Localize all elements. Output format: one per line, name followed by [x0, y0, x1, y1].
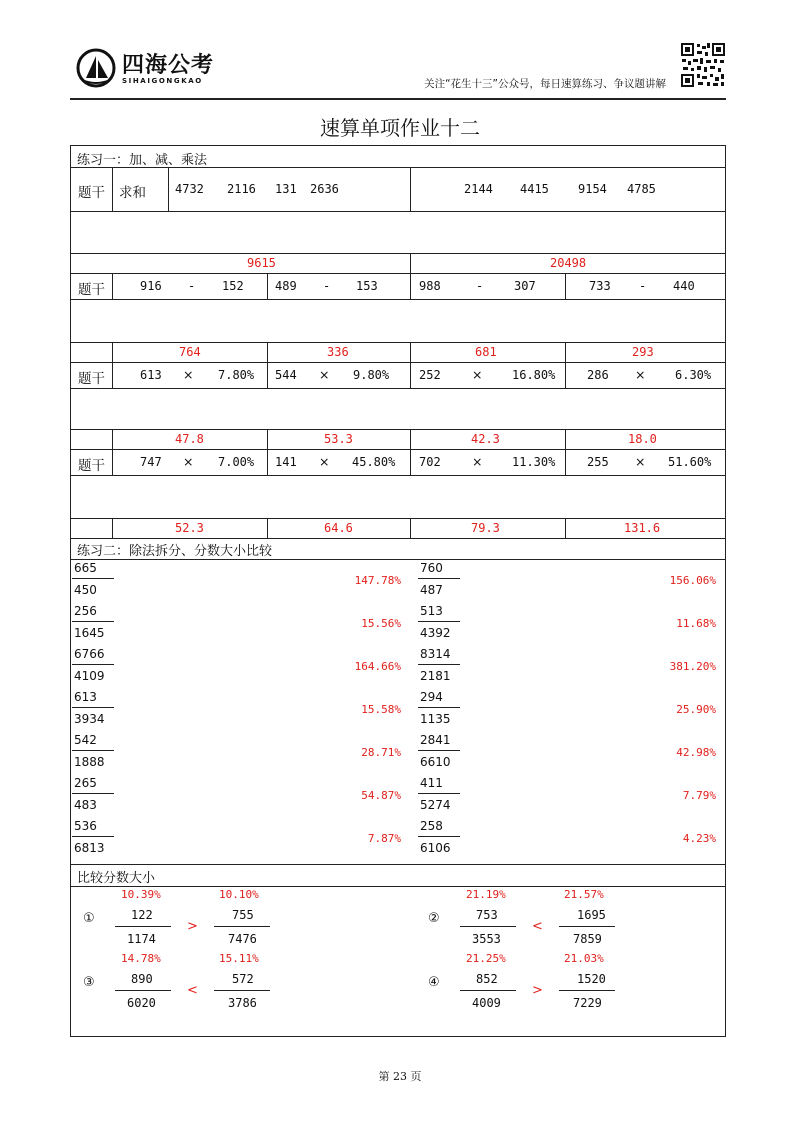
fraction-bar	[115, 990, 171, 991]
denominator: 487	[420, 583, 443, 597]
operand-b: 7.00%	[218, 455, 255, 469]
operand-a: 916	[140, 279, 162, 293]
fraction-bar	[214, 926, 270, 927]
numerator-1: 852	[476, 972, 498, 986]
operand-a: 733	[589, 279, 611, 293]
denominator-2: 7229	[573, 996, 602, 1010]
denominator: 2181	[420, 669, 451, 683]
operand-b: 307	[514, 279, 536, 293]
percent-2: 21.57%	[564, 888, 604, 901]
operator: -	[188, 279, 196, 293]
denominator: 5274	[420, 798, 451, 812]
section3-label: 比较分数大小	[77, 871, 156, 886]
compare-sign: <	[187, 983, 198, 998]
operand-a: 747	[140, 455, 162, 469]
operator: -	[476, 279, 484, 293]
answer: 7.87%	[367, 832, 401, 845]
denominator: 483	[74, 798, 97, 812]
answer: 42.3	[471, 432, 500, 446]
header-slogan: 关注“花生十三”公众号，每日速算练习、争议题讲解	[424, 78, 666, 90]
answer: 681	[475, 345, 497, 359]
fraction-bar	[460, 926, 516, 927]
numerator-2: 572	[232, 972, 254, 986]
numerator: 294	[420, 690, 443, 704]
fraction-bar	[460, 990, 516, 991]
fraction-item	[71, 819, 725, 862]
brand-subtitle: SIHAIGONGKAO	[122, 77, 203, 85]
op-row-2	[71, 362, 725, 388]
fraction-item	[71, 647, 725, 690]
answer: 7.79%	[682, 789, 716, 802]
compare-item	[71, 886, 371, 950]
sum-left-4: 2636	[310, 182, 339, 196]
numerator: 6766	[74, 647, 105, 661]
operand-b: 152	[222, 279, 244, 293]
fraction-item	[71, 561, 725, 604]
page-header	[70, 40, 726, 98]
op-row-1	[71, 273, 725, 299]
answer: 4.23%	[682, 832, 716, 845]
answer-row-3	[71, 518, 725, 538]
denominator-1: 6020	[127, 996, 156, 1010]
operator: ×	[183, 454, 194, 469]
answer: 336	[327, 345, 349, 359]
sum-left-1: 4732	[175, 182, 204, 196]
compare-list	[71, 886, 725, 1036]
operator: ×	[472, 367, 483, 382]
numerator: 513	[420, 604, 443, 618]
percent-1: 10.39%	[121, 888, 161, 901]
denominator: 6610	[420, 755, 451, 769]
operand-a: 252	[419, 368, 441, 382]
compare-sign: >	[532, 983, 543, 998]
fraction-bar	[418, 621, 460, 622]
denominator-1: 3553	[472, 932, 501, 946]
numerator: 542	[74, 733, 97, 747]
percent-1: 14.78%	[121, 952, 161, 965]
header-divider	[70, 98, 726, 100]
operator: ×	[183, 367, 194, 382]
answer: 52.3	[175, 521, 204, 535]
page-title: 速算单项作业十二	[320, 116, 480, 140]
sailboat-logo-icon	[76, 48, 116, 88]
denominator: 3934	[74, 712, 105, 726]
fraction-bar	[115, 926, 171, 927]
operand-b: 440	[673, 279, 695, 293]
operand-a: 702	[419, 455, 441, 469]
fraction-bar	[559, 926, 615, 927]
sum-right-1: 2144	[464, 182, 493, 196]
compare-item	[416, 950, 716, 1014]
numerator: 411	[420, 776, 443, 790]
answer: 28.71%	[361, 746, 401, 759]
operand-a: 286	[587, 368, 609, 382]
operator: -	[639, 279, 647, 293]
answer: 47.8	[175, 432, 204, 446]
denominator-2: 3786	[228, 996, 257, 1010]
denominator: 1888	[74, 755, 105, 769]
operand-a: 255	[587, 455, 609, 469]
sum-left-2: 2116	[227, 182, 256, 196]
worksheet-frame	[70, 145, 726, 1037]
compare-item	[416, 886, 716, 950]
operand-b: 153	[356, 279, 378, 293]
fraction-bar	[214, 990, 270, 991]
answer: 15.56%	[361, 617, 401, 630]
answer-row-1	[71, 342, 725, 362]
operand-a: 988	[419, 279, 441, 293]
operand-a: 489	[275, 279, 297, 293]
operand-b: 11.30%	[512, 455, 556, 469]
percent-2: 10.10%	[219, 888, 259, 901]
item-number: ②	[428, 911, 440, 926]
operator: ×	[472, 454, 483, 469]
denominator: 4109	[74, 669, 105, 683]
fraction-bar	[418, 793, 460, 794]
fraction-bar	[418, 664, 460, 665]
fraction-item	[71, 733, 725, 776]
percent-1: 21.25%	[466, 952, 506, 965]
item-number: ①	[83, 911, 95, 926]
fraction-item	[71, 690, 725, 733]
answer: 15.58%	[361, 703, 401, 716]
numerator: 256	[74, 604, 97, 618]
sum-answer-right: 20498	[550, 256, 587, 270]
answer: 11.68%	[676, 617, 716, 630]
compare-item	[71, 950, 371, 1014]
denominator: 6813	[74, 841, 105, 855]
denominator-2: 7859	[573, 932, 602, 946]
answer: 293	[632, 345, 654, 359]
answer: 381.20%	[669, 660, 716, 673]
row-label: 题干	[78, 458, 105, 474]
operand-a: 613	[140, 368, 162, 382]
operator: ×	[635, 454, 646, 469]
answer: 64.6	[324, 521, 353, 535]
numerator-2: 1520	[577, 972, 606, 986]
operator: ×	[635, 367, 646, 382]
operand-b: 16.80%	[512, 368, 556, 382]
answer: 156.06%	[669, 574, 716, 587]
numerator: 265	[74, 776, 97, 790]
fraction-bar	[418, 578, 460, 579]
numerator: 665	[74, 561, 97, 575]
sum-right-3: 9154	[578, 182, 607, 196]
compare-sign: >	[187, 919, 198, 934]
answer: 147.78%	[354, 574, 401, 587]
brand-logo	[76, 46, 226, 92]
denominator-1: 1174	[127, 932, 156, 946]
answer: 25.90%	[676, 703, 716, 716]
answer: 42.98%	[676, 746, 716, 759]
answer: 53.3	[324, 432, 353, 446]
answer: 764	[179, 345, 201, 359]
numerator-1: 890	[131, 972, 153, 986]
sum-answer-row	[71, 253, 725, 273]
denominator-1: 4009	[472, 996, 501, 1010]
row-label: 题干	[78, 185, 105, 201]
operand-b: 7.80%	[218, 368, 255, 382]
sum-right-4: 4785	[627, 182, 656, 196]
op-row-3	[71, 449, 725, 475]
numerator-2: 1695	[577, 908, 606, 922]
section1-label: 练习一：加、减、乘法	[77, 153, 208, 168]
percent-1: 21.19%	[466, 888, 506, 901]
fraction-bar	[418, 750, 460, 751]
row-label: 题干	[78, 371, 105, 387]
brand-name: 四海公考	[122, 53, 215, 78]
sum-answer-left: 9615	[247, 256, 276, 270]
operand-b: 51.60%	[668, 455, 712, 469]
item-number: ④	[428, 975, 440, 990]
answer: 131.6	[624, 521, 661, 535]
sum-label: 求和	[119, 185, 146, 201]
denominator: 1135	[420, 712, 451, 726]
compare-sign: <	[532, 919, 543, 934]
numerator: 536	[74, 819, 97, 833]
sum-row	[71, 167, 725, 211]
page-number: 第 23 页	[378, 1070, 422, 1083]
numerator: 2841	[420, 733, 451, 747]
percent-2: 15.11%	[219, 952, 259, 965]
percent-2: 21.03%	[564, 952, 604, 965]
fraction-item	[71, 604, 725, 647]
denominator: 4392	[420, 626, 451, 640]
numerator-2: 755	[232, 908, 254, 922]
operator: -	[323, 279, 331, 293]
answer: 79.3	[471, 521, 500, 535]
item-number: ③	[83, 975, 95, 990]
section2-label: 练习二：除法拆分、分数大小比较	[77, 544, 273, 559]
sum-right-2: 4415	[520, 182, 549, 196]
answer: 18.0	[628, 432, 657, 446]
numerator: 613	[74, 690, 97, 704]
operand-b: 6.30%	[675, 368, 712, 382]
operator: ×	[319, 367, 330, 382]
answer: 164.66%	[354, 660, 401, 673]
numerator: 258	[420, 819, 443, 833]
fraction-bar	[418, 836, 460, 837]
operand-b: 45.80%	[352, 455, 396, 469]
denominator-2: 7476	[228, 932, 257, 946]
operand-b: 9.80%	[353, 368, 390, 382]
numerator-1: 753	[476, 908, 498, 922]
denominator: 1645	[74, 626, 105, 640]
answer-row-2	[71, 429, 725, 449]
numerator: 760	[420, 561, 443, 575]
denominator: 6106	[420, 841, 451, 855]
operand-a: 141	[275, 455, 297, 469]
row-label: 题干	[78, 282, 105, 298]
answer: 54.87%	[361, 789, 401, 802]
fraction-bar	[559, 990, 615, 991]
operator: ×	[319, 454, 330, 469]
fraction-item	[71, 776, 725, 819]
numerator-1: 122	[131, 908, 153, 922]
operand-a: 544	[275, 368, 297, 382]
numerator: 8314	[420, 647, 451, 661]
qr-code-icon	[680, 42, 726, 88]
denominator: 450	[74, 583, 97, 597]
sum-left-3: 131	[275, 182, 297, 196]
fraction-list	[71, 559, 725, 864]
fraction-bar	[418, 707, 460, 708]
